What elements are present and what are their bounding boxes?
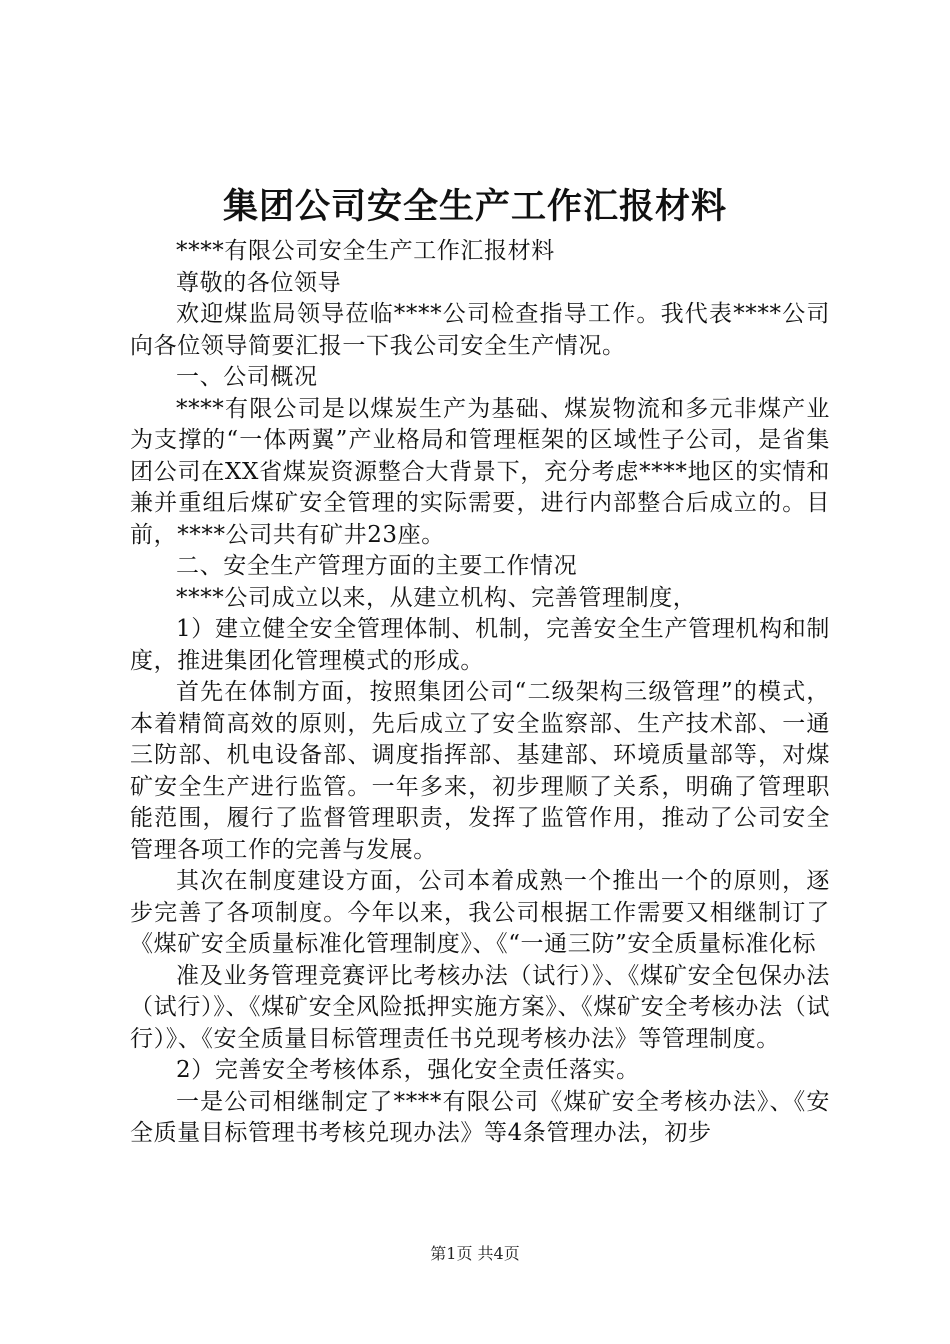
paragraph-item-2: 2）完善安全考核体系，强化安全责任落实。 xyxy=(176,1057,640,1083)
paragraph-company-heading: ****有限公司安全生产工作汇报材料 xyxy=(176,238,555,264)
section-heading-main-work: 二、安全生产管理方面的主要工作情况 xyxy=(176,553,578,579)
paragraph-overview: ****有限公司是以煤炭生产为基础、煤炭物流和多元非煤产业为支撑的“一体两翼”产业格局和管理框架的区域性子公司，是省集团公司在XX省煤炭资源整合大背景下，充分考虑****地区的实情和兼并重组后煤矿安全管理的实际需要，进行内部整合后成立的。目前，****公司共有矿井23座。 xyxy=(130,395,830,548)
paragraph-system: 首先在体制方面，按照集团公司“二级架构三级管理”的模式，本着精简高效的原则，先后成立了安全监察部、生产技术部、一通三防部、机电设备部、调度指挥部、基建部、环境质量部等，对煤矿安全生产进行监管。一年多来，初步理顺了关系，明确了管理职能范围，履行了监督管理职责，发挥了监管作用，推动了公司安全管理各项工作的完善与发展。 xyxy=(130,679,830,863)
paragraph-since-founding: ****公司成立以来，从建立机构、完善管理制度， xyxy=(176,584,697,611)
section-heading-overview: 一、公司概况 xyxy=(176,364,318,390)
paragraph-salutation: 尊敬的各位领导 xyxy=(176,269,342,296)
paragraph-item-1: 1）建立健全安全管理体制、机制，完善安全生产管理机构和制度，推进集团化管理模式的形成。 xyxy=(130,616,830,674)
document-body xyxy=(130,236,830,1150)
document-title: 集团公司安全生产工作汇报材料 xyxy=(222,187,727,227)
paragraph-welcome: 欢迎煤监局领导莅临****公司检查指导工作。我代表****公司向各位领导简要汇报一下我公司安全生产情况。 xyxy=(130,301,830,359)
paragraph-regulations: 其次在制度建设方面，公司本着成熟一个推出一个的原则，逐步完善了各项制度。今年以来，我公司根据工作需要又相继制订了《煤矿安全质量标准化管理制度》、《“一通三防”安全质量标准化标 xyxy=(130,868,830,957)
paragraph-regulations-cont: 准及业务管理竞赛评比考核办法（试行）》、《煤矿安全包保办法（试行）》、《煤矿安全风险抵押实施方案》、《煤矿安全考核办法（试行）》、《安全质量目标管理责任书兑现考核办法》等管理制度。 xyxy=(130,962,830,1052)
paragraph-first-point: 一是公司相继制定了****有限公司《煤矿安全考核办法》、《安全质量目标管理书考核兑现办法》等4条管理办法，初步 xyxy=(130,1088,830,1146)
page-footer: 第1页 共4页 xyxy=(430,1244,520,1263)
